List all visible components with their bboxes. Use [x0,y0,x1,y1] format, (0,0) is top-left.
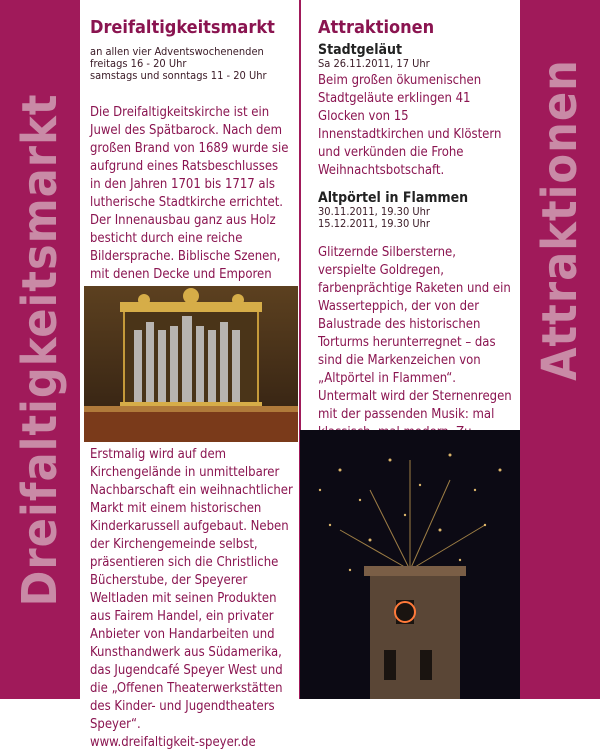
left-title: Dreifaltigkeitsmarkt [90,17,275,38]
fireworks-tower-image [300,430,520,699]
event2-date-2: 15.12.2011, 19.30 Uhr [318,217,430,230]
church-intro-text: Die Dreifaltigkeitskirche ist ein Juwel des Spätbarock. Nach dem großen Brand von 1689 wurde sie aufgrund eines Ratsbeschlusses in den Jahren 1701 bis 1717 als lutherische Stadtkirche errichtet. Der Innenausbau ganz aus Holz besticht durch eine reiche Bildersprache. Biblische Szenen, mit denen Decke und Emporen [90,105,289,282]
market-text: Erstmalig wird auf dem Kirchengelände in unmittelbarer Nachbarschaft ein weihnachtlicher Markt mit einem historischen Kinderkarussell aufgebaut. Neben der Kirchengemeinde selbst, präsentieren sich die Christliche Bücherstube, der Speyerer Weltladen mit seinen Produkten aus Fairem Handel, ein privater Anbieter von Handarbeiten und Kunsthandwerk aus Südamerika, das Jugendcafé Speyer West und die „Offenen Theaterwerkstätten des Kinder- und Jugendtheaters Speyer“. [90,447,293,732]
right-title: Attraktionen [318,17,435,38]
schedule-line-2: freitags 16 - 20 Uhr [90,57,187,70]
event1-name: Stadtgeläut [318,42,402,58]
event1-text: Beim großen ökumenischen Stadtgeläute erklingen 41 Glocken von 15 Innenstadtkirchen und Klöstern und verkünden die Frohe Weihnachtsbotschaft. [318,73,502,178]
event2-date-1: 30.11.2011, 19.30 Uhr [318,205,430,218]
vertical-label-left: Dreifaltigkeitsmarkt [12,93,68,607]
schedule-line-1: an allen vier Adventswochenenden [90,45,264,58]
website-link[interactable]: www.dreifaltigkeit-speyer.de [90,735,256,750]
event1-date: Sa 26.11.2011, 17 Uhr [318,57,430,70]
schedule-line-3: samstags und sonntags 11 - 20 Uhr [90,69,267,82]
event2-name: Altpörtel in Flammen [318,190,469,206]
church-organ-image [84,286,298,442]
event2-text: Glitzernde Silbersterne, verspielte Goldregen, farbenprächtige Raketen und ein Wasserteppich, der von der Balustrade des historischen Torturms herunterregnet – das sind die Markenzeichen von „Altpörtel in Flammen“. Untermalt wird der Sternenregen mit der passenden Musik: mal [318,245,512,422]
vertical-label-right: Attraktionen [532,59,588,381]
market-description [90,446,296,752]
